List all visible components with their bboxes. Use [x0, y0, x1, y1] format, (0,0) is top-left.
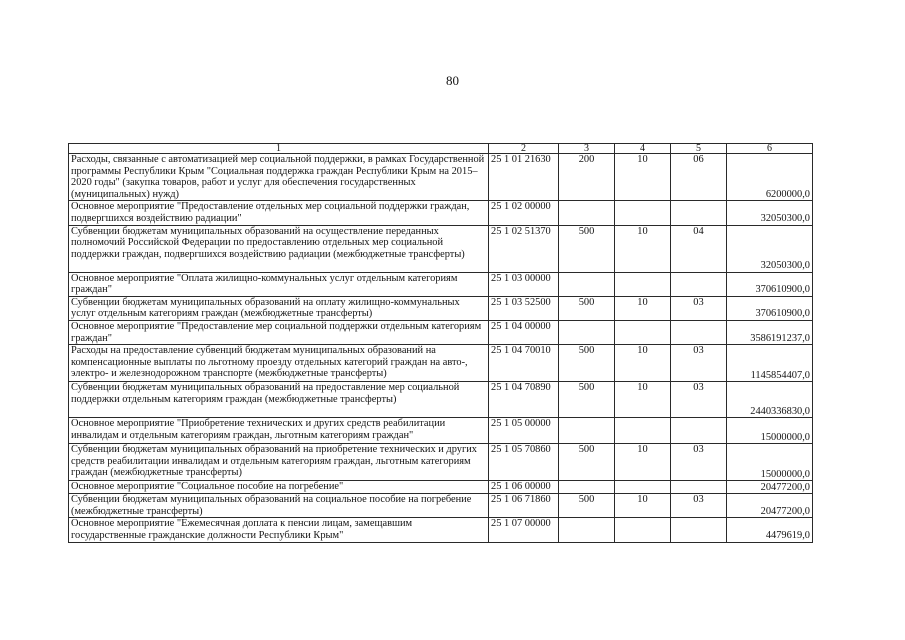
row-name: Основное мероприятие "Оплата жилищно-коммунальных услуг отдельным категориям граждан" [69, 272, 489, 296]
row-subsection: 03 [671, 296, 727, 320]
row-section [615, 320, 671, 344]
row-subsection [671, 320, 727, 344]
row-name: Субвенции бюджетам муниципальных образований на приобретение технических и других средств реабилитации инвалидам и отдельным категориям граждан, льготным категориям граждан (межбюджетные трансферты) [69, 444, 489, 481]
column-number-1: 1 [69, 144, 489, 154]
table-row [69, 320, 813, 344]
row-section [615, 272, 671, 296]
row-subsection [671, 481, 727, 494]
row-amount: 2440336830,0 [727, 382, 813, 418]
row-expense-type: 500 [559, 345, 615, 382]
row-target-code: 25 1 04 70890 [489, 382, 559, 418]
row-expense-type [559, 518, 615, 542]
row-subsection [671, 272, 727, 296]
table-row [69, 418, 813, 444]
row-name: Основное мероприятие "Предоставление отдельных мер социальной поддержки граждан, подвергшихся воздействию радиации" [69, 201, 489, 225]
row-name: Основное мероприятие "Приобретение технических и других средств реабилитации инвалидам и отдельным категориям граждан, льготным категориям граждан" [69, 418, 489, 444]
row-expense-type [559, 272, 615, 296]
table-row [69, 481, 813, 494]
row-expense-type: 500 [559, 382, 615, 418]
row-expense-type: 500 [559, 494, 615, 518]
row-amount: 4479619,0 [727, 518, 813, 542]
row-subsection [671, 518, 727, 542]
table-row [69, 345, 813, 382]
row-section [615, 418, 671, 444]
row-section: 10 [615, 345, 671, 382]
row-section [615, 481, 671, 494]
row-name: Основное мероприятие "Ежемесячная доплата к пенсии лицам, замещавшим государственные гражданские должности Республики Крым" [69, 518, 489, 542]
row-section: 10 [615, 444, 671, 481]
row-subsection: 03 [671, 382, 727, 418]
row-subsection: 03 [671, 444, 727, 481]
row-amount: 15000000,0 [727, 418, 813, 444]
row-expense-type: 200 [559, 154, 615, 201]
row-name: Расходы, связанные с автоматизацией мер социальной поддержки, в рамках Государственной программы Республики Крым "Социальная поддержка граждан Республики Крым на 2015–2020 годы" (закупка товаров, работ и услуг для обеспечения государственных (муниципальных) нужд) [69, 154, 489, 201]
budget-table [68, 143, 813, 543]
column-number-2: 2 [489, 144, 559, 154]
row-expense-type [559, 481, 615, 494]
row-amount: 1145854407,0 [727, 345, 813, 382]
table-row [69, 201, 813, 225]
table-row [69, 296, 813, 320]
row-subsection: 03 [671, 345, 727, 382]
row-expense-type [559, 418, 615, 444]
row-name: Субвенции бюджетам муниципальных образований на предоставление мер социальной поддержки отдельным категориям граждан (межбюджетные трансферты) [69, 382, 489, 418]
table-row [69, 382, 813, 418]
row-name: Основное мероприятие "Предоставление мер социальной поддержки отдельным категориям граждан" [69, 320, 489, 344]
row-expense-type: 500 [559, 225, 615, 272]
table-row [69, 225, 813, 272]
row-section: 10 [615, 225, 671, 272]
column-number-4: 4 [615, 144, 671, 154]
row-amount: 370610900,0 [727, 272, 813, 296]
row-target-code: 25 1 02 00000 [489, 201, 559, 225]
row-target-code: 25 1 02 51370 [489, 225, 559, 272]
table-row [69, 444, 813, 481]
column-number-6: 6 [727, 144, 813, 154]
row-target-code: 25 1 06 00000 [489, 481, 559, 494]
row-amount: 20477200,0 [727, 481, 813, 494]
row-section: 10 [615, 154, 671, 201]
row-name: Основное мероприятие "Социальное пособие на погребение" [69, 481, 489, 494]
row-target-code: 25 1 05 00000 [489, 418, 559, 444]
table-row [69, 272, 813, 296]
row-target-code: 25 1 03 52500 [489, 296, 559, 320]
page-number: 80 [446, 73, 459, 88]
row-amount: 3586191237,0 [727, 320, 813, 344]
row-expense-type: 500 [559, 444, 615, 481]
row-name: Субвенции бюджетам муниципальных образований на социальное пособие на погребение (межбюджетные трансферты) [69, 494, 489, 518]
table-row [69, 518, 813, 542]
table-row [69, 494, 813, 518]
row-amount: 20477200,0 [727, 494, 813, 518]
row-subsection: 06 [671, 154, 727, 201]
row-expense-type [559, 320, 615, 344]
row-target-code: 25 1 06 71860 [489, 494, 559, 518]
row-name: Субвенции бюджетам муниципальных образований на осуществление переданных полномочий Российской Федерации по предоставлению отдельных мер социальной поддержки граждан, подвергшихся воздействию радиации (межбюджетные трансферты) [69, 225, 489, 272]
row-expense-type: 500 [559, 296, 615, 320]
row-amount: 32050300,0 [727, 201, 813, 225]
row-target-code: 25 1 07 00000 [489, 518, 559, 542]
row-amount: 15000000,0 [727, 444, 813, 481]
column-number-5: 5 [671, 144, 727, 154]
row-section: 10 [615, 382, 671, 418]
row-subsection: 04 [671, 225, 727, 272]
row-section [615, 518, 671, 542]
row-name: Субвенции бюджетам муниципальных образований на оплату жилищно-коммунальных услуг отдельным категориям граждан (межбюджетные трансферты) [69, 296, 489, 320]
row-subsection [671, 418, 727, 444]
column-number-row [69, 144, 813, 154]
row-amount: 370610900,0 [727, 296, 813, 320]
row-amount: 32050300,0 [727, 225, 813, 272]
row-subsection: 03 [671, 494, 727, 518]
row-target-code: 25 1 04 70010 [489, 345, 559, 382]
row-amount: 6200000,0 [727, 154, 813, 201]
row-section: 10 [615, 296, 671, 320]
column-number-3: 3 [559, 144, 615, 154]
row-target-code: 25 1 05 70860 [489, 444, 559, 481]
row-target-code: 25 1 03 00000 [489, 272, 559, 296]
table-row [69, 154, 813, 201]
row-section [615, 201, 671, 225]
row-subsection [671, 201, 727, 225]
row-section: 10 [615, 494, 671, 518]
row-expense-type [559, 201, 615, 225]
row-name: Расходы на предоставление субвенций бюджетам муниципальных образований на компенсационные выплаты по льготному проезду отдельных категорий граждан на авто-, электро- и железнодорожном транспорте (межбюджетные трансферты) [69, 345, 489, 382]
row-target-code: 25 1 01 21630 [489, 154, 559, 201]
row-target-code: 25 1 04 00000 [489, 320, 559, 344]
